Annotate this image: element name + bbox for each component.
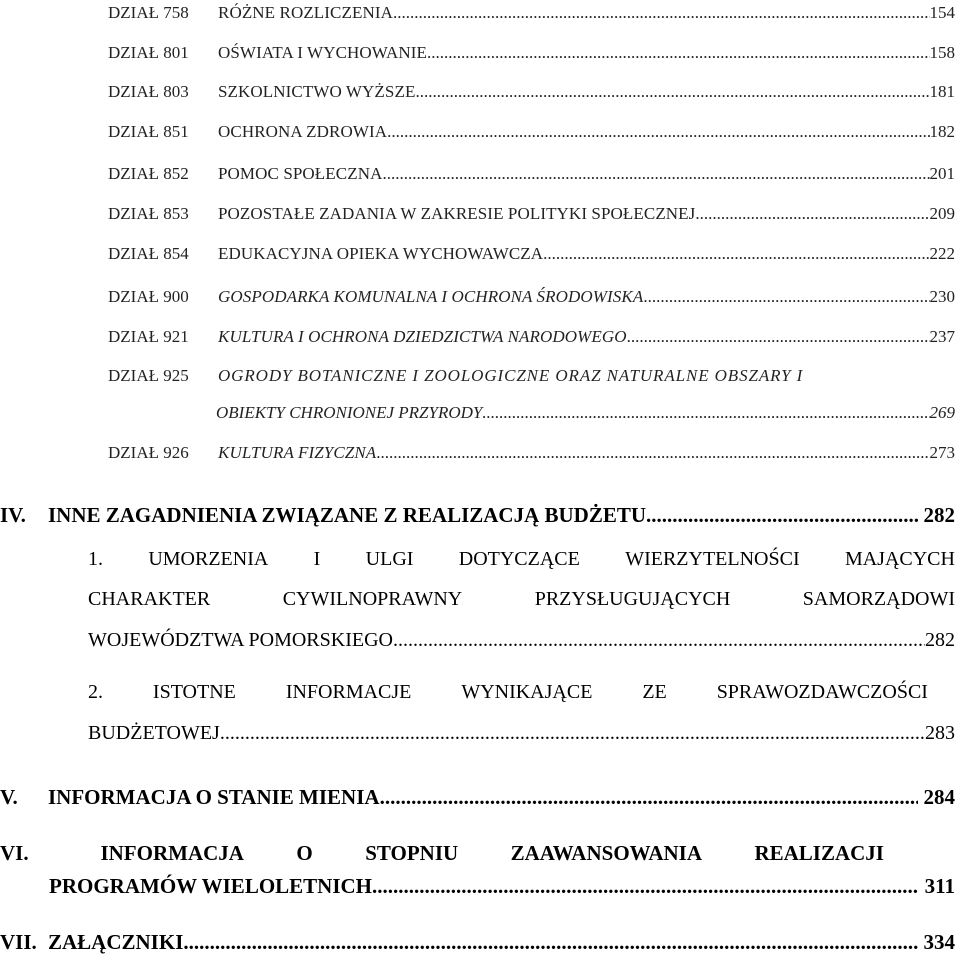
leader-dots (415, 82, 929, 102)
entry-page: 182 (929, 122, 955, 141)
entry-code: DZIAŁ 803 (108, 82, 189, 101)
section-title: ZAŁĄCZNIKI (48, 930, 184, 954)
section-number: VI. (0, 841, 29, 865)
section-page: 284 (923, 785, 955, 809)
toc-entry-continuation[interactable] (216, 403, 955, 423)
entry-page: 154 (929, 3, 955, 22)
section-number: IV. (0, 503, 26, 527)
leader-dots (380, 785, 918, 810)
word: MAJĄCYCH (844, 548, 955, 570)
toc-item-1-line1[interactable] (88, 548, 955, 571)
toc-entry[interactable] (108, 43, 955, 63)
entry-page: 222 (929, 244, 955, 263)
item-page: 283 (925, 722, 955, 744)
word: 2. (88, 681, 103, 703)
entry-page: 201 (929, 164, 955, 183)
section-number: V. (0, 785, 18, 809)
entry-page: 273 (929, 443, 955, 462)
entry-code: DZIAŁ 926 (108, 443, 189, 462)
entry-code: DZIAŁ 801 (108, 43, 189, 62)
toc-section-vii[interactable] (0, 930, 955, 955)
toc-entry[interactable] (108, 164, 955, 184)
word: WIERZYTELNOŚCI (625, 548, 800, 570)
entry-title: OGRODY BOTANICZNE I ZOOLOGICZNE ORAZ NATURALNE OBSZARY I (218, 366, 804, 385)
word: ZE (642, 681, 667, 703)
toc-section-v[interactable] (0, 785, 955, 810)
word: SAMORZĄDOWI (802, 588, 955, 610)
leader-dots (382, 164, 929, 184)
section-page: 311 (924, 874, 955, 898)
word: REALIZACJI (754, 841, 884, 865)
section-title: INFORMACJA O STANIE MIENIA (48, 785, 380, 809)
item-title-continued: WOJEWÓDZTWA POMORSKIEGO (88, 629, 393, 651)
word: I (313, 548, 321, 570)
entry-title: GOSPODARKA KOMUNALNA I OCHRONA ŚRODOWISKA (218, 287, 644, 306)
toc-item-1-line2[interactable] (88, 588, 955, 611)
entry-code: DZIAŁ 852 (108, 164, 189, 183)
leader-dots (393, 629, 925, 652)
entry-page: 269 (929, 403, 955, 422)
leader-dots (427, 43, 929, 63)
entry-page: 237 (929, 327, 955, 346)
toc-entry[interactable] (108, 3, 955, 23)
word: ISTOTNE (152, 681, 236, 703)
section-title: INNE ZAGADNIENIA ZWIĄZANE Z REALIZACJĄ BUDŻETU (48, 503, 647, 527)
section-page: 334 (923, 930, 955, 954)
leader-dots (482, 403, 929, 423)
leader-dots (543, 244, 929, 264)
toc-entry[interactable] (108, 204, 955, 224)
word: PRZYSŁUGUJĄCYCH (534, 588, 731, 610)
entry-title: POZOSTAŁE ZADANIA W ZAKRESIE POLITYKI SPOŁECZNEJ (218, 204, 696, 223)
leader-dots (372, 874, 919, 899)
entry-code: DZIAŁ 851 (108, 122, 189, 141)
item-page: 282 (925, 629, 955, 651)
toc-item-1-line3[interactable] (88, 629, 955, 652)
toc-entry[interactable] (108, 244, 955, 264)
entry-page: 181 (929, 82, 955, 101)
word: CYWILNOPRAWNY (282, 588, 463, 610)
word: 1. (88, 548, 103, 570)
entry-code: DZIAŁ 900 (108, 287, 189, 306)
toc-entry[interactable] (108, 443, 955, 463)
section-page: 282 (923, 503, 955, 527)
entry-title: KULTURA I OCHRONA DZIEDZICTWA NARODOWEGO (218, 327, 627, 346)
entry-title: EDUKACYJNA OPIEKA WYCHOWAWCZA (218, 244, 544, 263)
entry-code: DZIAŁ 853 (108, 204, 189, 223)
toc-section-vi-line2[interactable] (49, 874, 955, 899)
leader-dots (695, 204, 929, 224)
toc-section-vi-line1[interactable] (0, 841, 884, 866)
section-number: VII. (0, 930, 37, 954)
entry-page: 230 (929, 287, 955, 306)
entry-title: SZKOLNICTWO WYŻSZE (218, 82, 416, 101)
word: UMORZENIA (148, 548, 269, 570)
word: ULGI (365, 548, 414, 570)
entry-title: OŚWIATA I WYCHOWANIE (218, 43, 428, 62)
word: STOPNIU (365, 841, 459, 865)
leader-dots (627, 327, 930, 347)
leader-dots (387, 122, 929, 142)
entry-title: RÓŻNE ROZLICZENIA (218, 3, 393, 22)
toc-entry[interactable] (108, 287, 955, 307)
toc-section-iv[interactable] (0, 503, 955, 528)
entry-title: POMOC SPOŁECZNA (218, 164, 383, 183)
leader-dots (376, 443, 929, 463)
word: O (296, 841, 313, 865)
entry-code: DZIAŁ 758 (108, 3, 189, 22)
section-title-continued: PROGRAMÓW WIELOLETNICH (49, 874, 373, 898)
entry-page: 209 (929, 204, 955, 223)
entry-code: DZIAŁ 921 (108, 327, 189, 346)
word: CHARAKTER (88, 588, 211, 610)
entry-code: DZIAŁ 854 (108, 244, 189, 263)
word: INFORMACJE (285, 681, 412, 703)
toc-entry[interactable] (108, 327, 955, 347)
leader-dots (643, 287, 929, 307)
entry-page: 158 (929, 43, 955, 62)
entry-title: KULTURA FIZYCZNA (218, 443, 377, 462)
toc-entry[interactable] (108, 122, 955, 142)
item-title-continued: BUDŻETOWEJ (88, 722, 220, 744)
toc-item-2-line2[interactable] (88, 722, 955, 745)
leader-dots (646, 503, 917, 528)
word: SPRAWOZDAWCZOŚCI (716, 681, 928, 703)
entry-code: DZIAŁ 925 (108, 366, 189, 385)
leader-dots (183, 930, 917, 955)
word: WYNIKAJĄCE (461, 681, 593, 703)
toc-item-2-line1[interactable] (88, 681, 928, 704)
leader-dots (220, 722, 925, 745)
toc-entry[interactable] (108, 82, 955, 102)
word: DOTYCZĄCE (458, 548, 580, 570)
entry-title: OCHRONA ZDROWIA (218, 122, 388, 141)
leader-dots (393, 3, 930, 23)
entry-title-continued: OBIEKTY CHRONIONEJ PRZYRODY (216, 403, 483, 422)
toc-entry[interactable] (108, 366, 955, 386)
word: INFORMACJA (100, 841, 244, 865)
word: ZAAWANSOWANIA (510, 841, 702, 865)
